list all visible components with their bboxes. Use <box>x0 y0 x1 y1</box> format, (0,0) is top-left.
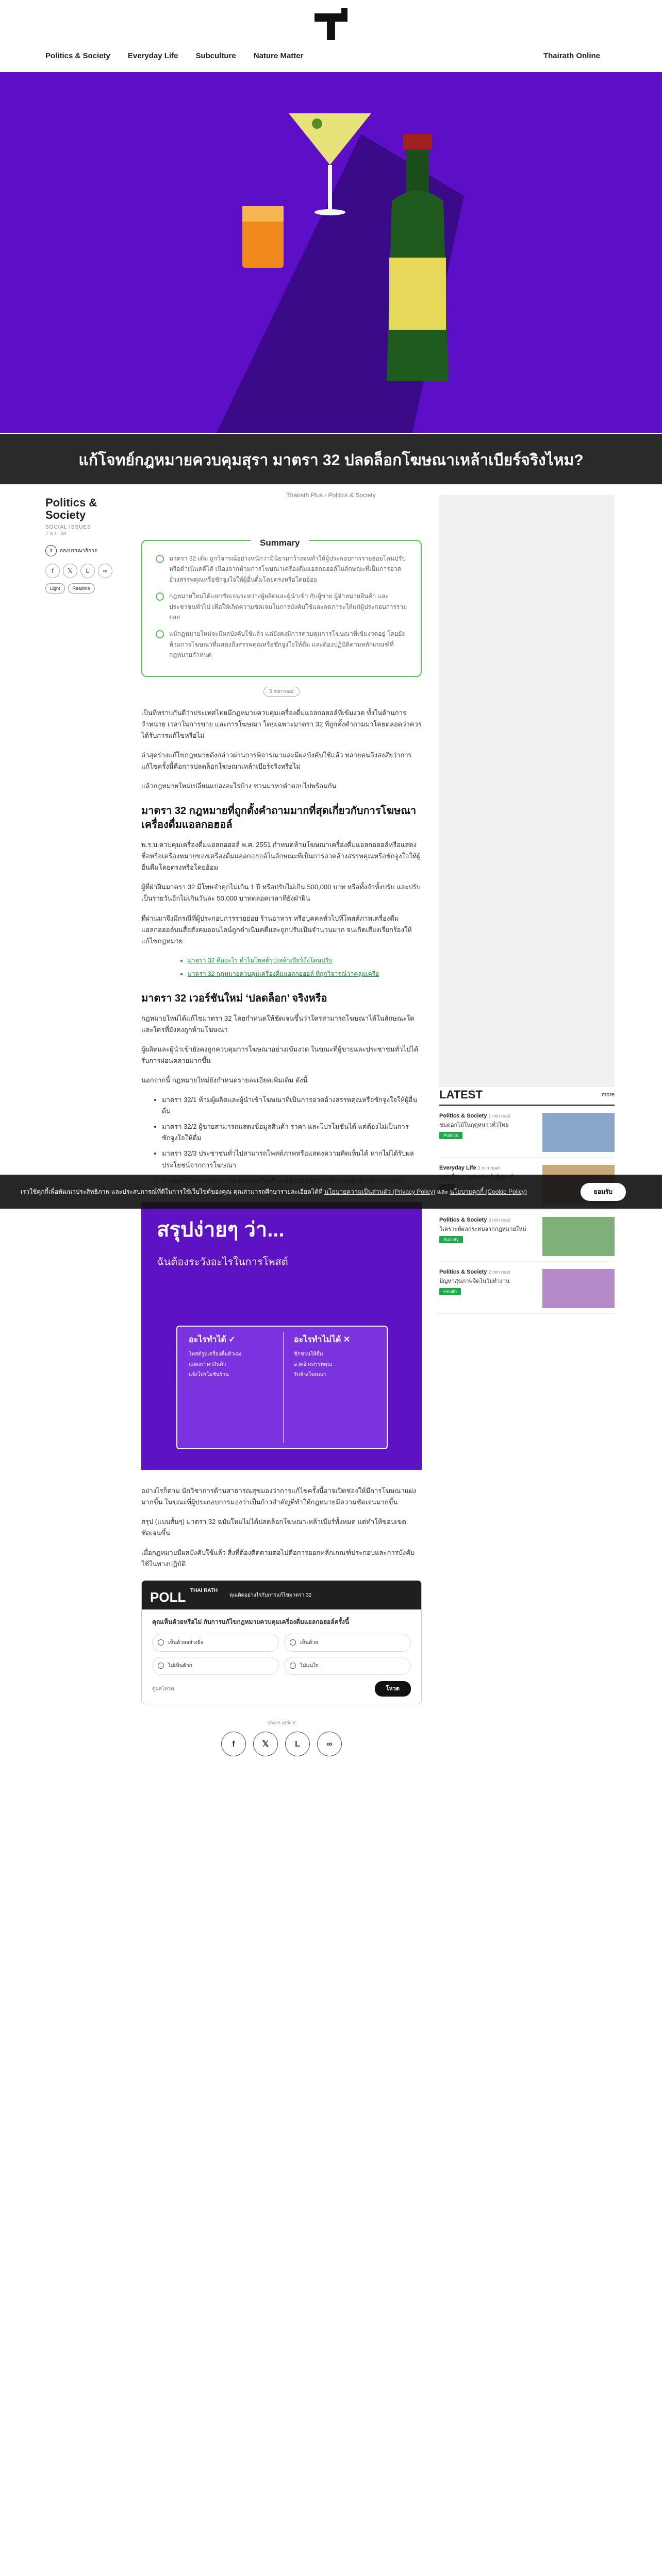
poll-question: คุณเห็นด้วยหรือไม่ กับการแก้ไขกฎหมายควบคุมเครื่องดื่มแอลกอฮอล์ครั้งนี้ <box>152 1618 350 1626</box>
summary-text: แม้กฎหมายใหม่จะมีผลบังคับใช้แล้ว แต่ยังคงมีการควบคุมการโฆษณาที่เข้มงวดอยู่ โดยยังห้ามการโฆษณาที่แสดงถึงสรรพคุณหรือชักจูงใจให้ดื่ม และต้องปฏิบัติตามหลักเกณฑ์ที่กฎหมายกำหนด <box>169 630 405 659</box>
latest-head: ปัญหาสุขภาพจิตในวัยทำงาน <box>439 1278 510 1284</box>
view-results-link[interactable]: ดูผลโหวต <box>152 1686 174 1692</box>
facebook-icon[interactable]: f <box>221 1732 246 1756</box>
latest-thumb <box>542 1113 615 1152</box>
option-label: เห็นด้วย <box>300 1639 318 1646</box>
poll-option[interactable] <box>284 1657 411 1675</box>
breadcrumb[interactable]: Thairath Plus › Politics & Society <box>286 492 376 499</box>
paragraph: ผู้ผลิตและผู้นำเข้ายังคงถูกควบคุมการโฆษณาอย่างเข้มงวด ในขณะที่ผู้ขายและประชาชนทั่วไปได้รับการผ่อนคลายมากขึ้น <box>141 1045 419 1064</box>
allowed-heading: อะไรทำได้ ✓ <box>189 1335 236 1344</box>
infographic-subtitle: ฉันต้องระวังอะไรในการโพสต์ <box>157 1256 288 1268</box>
paragraph: เป็นที่ทราบกันดีว่าประเทศไทยมีกฎหมายควบคุมเครื่องดื่มแอลกอฮอล์ที่เข้มงวด ทั้งในด้านการจำหน่าย เวลาในการขาย และการโฆษณา โดยเฉพาะมาตรา 32 ที่ถูกตั้งคำถามมาโดยตลอดว่าควรได้รับการแก้ไขหรือไม่ <box>141 708 422 739</box>
paragraph: เมื่อกฎหมายมีผลบังคับใช้แล้ว สิ่งที่ต้องติดตามต่อไปคือการออกหลักเกณฑ์ประกอบและการบังคับใช้ในทางปฏิบัติ <box>141 1549 415 1568</box>
latest-thumb <box>542 1269 615 1308</box>
summary-title: Summary <box>251 536 309 551</box>
light-mode-pill[interactable]: Light <box>45 583 65 594</box>
radio-icon[interactable] <box>290 1663 296 1669</box>
paragraph: ล่าสุดร่างแก้ไขกฎหมายดังกล่าวผ่านการพิจารณาและมีผลบังคับใช้แล้ว หลายคนจึงสงสัยว่าการแก้ไขครั้งนี้คือการปลดล็อกโฆษณาเหล้าเบียร์จริงหรือไม่ <box>141 751 412 770</box>
read-time-label: 5 min read <box>263 687 299 697</box>
bullet-icon <box>156 555 164 563</box>
forbidden-item: รับจ้างโฆษณา <box>294 1371 326 1378</box>
paragraph: ที่ผ่านมาจึงมีกรณีที่ผู้ประกอบการรายย่อย ร้านอาหาร หรือบุคคลทั่วไปที่โพสต์ภาพเครื่องดื่มแอลกอฮอล์บนสื่อสังคมออนไลน์ถูกดำเนินคดีและถูกปรับเป็นจำนวนมาก จนเกิดเสียงเรียกร้องให้แก้ไขกฎหมาย <box>141 914 412 945</box>
issue-label: SOCIAL ISSUES <box>45 524 91 531</box>
privacy-policy-link[interactable]: นโยบายความเป็นส่วนตัว (Privacy Policy) <box>324 1188 436 1195</box>
paragraph: พ.ร.บ.ควบคุมเครื่องดื่มแอลกอฮอล์ พ.ศ. 2551 กำหนดห้ามโฆษณาเครื่องดื่มแอลกอฮอล์หรือแสดงชื่อหรือเครื่องหมายของเครื่องดื่มแอลกอฮอล์ในลักษณะที่เป็นการอวดอ้างสรรพคุณหรือชักจูงใจให้ผู้อื่นดื่มโดยตรงหรือโดยอ้อม <box>141 841 421 872</box>
poll-brand-sub: THAI RATH <box>190 1588 218 1594</box>
x-icon[interactable]: 𝕏 <box>63 564 77 578</box>
latest-tag[interactable]: Politics <box>439 1132 462 1139</box>
allowed-item: แจ้งโปรโมชันร้าน <box>189 1371 229 1378</box>
paragraph: สรุป (แบบสั้นๆ) มาตรา 32 ฉบับใหม่ไม่ได้ปลดล็อกโฆษณาเหล้าเบียร์ทั้งหมด แต่ทำให้ขอบเขตชัดเจนขึ้น <box>141 1517 406 1537</box>
line-icon[interactable]: L <box>80 564 95 578</box>
cookie-banner <box>0 1175 662 1209</box>
latest-head: วิเคราะห์ผลกระทบจากกฎหมายใหม่ <box>439 1226 526 1232</box>
thairath-plus-logo[interactable] <box>309 8 353 44</box>
summary-infographic <box>141 1202 422 1470</box>
hero-bottle-glass-art <box>0 72 662 433</box>
bullet-list <box>141 1094 422 1187</box>
cookie-message: เราใช้คุกกี้เพื่อพัฒนาประสิทธิภาพ และประสบการณ์ที่ดีในการใช้เว็บไซต์ของคุณ คุณสามารถศึกษารายละเอียดได้ที่ <box>21 1188 323 1195</box>
paragraph: กฎหมายใหม่ได้แก้ไขมาตรา 32 โดยกำหนดให้ชัดเจนขึ้นว่าใครสามารถโฆษณาได้ในลักษณะใด และใครที่ยังคงถูกห้ามโฆษณา <box>141 1014 415 1033</box>
radio-icon[interactable] <box>290 1639 296 1646</box>
publish-date: 7 พ.ย. 68 <box>45 531 67 537</box>
hero-illustration <box>0 72 662 433</box>
poll-option[interactable] <box>152 1657 279 1675</box>
latest-head: ชมดอกไม้ในฤดูหนาวทั่วไทย <box>439 1122 509 1128</box>
bullet-item: • มาตรา 32/2 ผู้ขายสามารถแสดงข้อมูลสินค้า ราคา และโปรโมชันได้ แต่ต้องไม่เป็นการชักจูงใจให้ดื่ม <box>162 1121 422 1144</box>
cookie-text <box>21 1187 562 1197</box>
latest-cat: Politics & Society <box>439 1217 487 1223</box>
latest-tag[interactable]: Society <box>439 1236 463 1243</box>
section-heading: มาตรา 32 กฎหมายที่ถูกตั้งคำถามมากที่สุดเกี่ยวกับการโฆษณาเครื่องดื่มแอลกอฮอล์ <box>141 805 417 831</box>
poll-option[interactable] <box>152 1634 279 1652</box>
related-link[interactable]: • มาตรา 32 คืออะไร ทำไมโพสต์รูปเหล้าเบียร์ถึงโดนปรับ <box>188 955 422 965</box>
infographic-table <box>176 1326 388 1449</box>
paragraph: นอกจากนี้ กฎหมายใหม่ยังกำหนดรายละเอียดเพิ่มเติม ดังนี้ <box>141 1076 308 1084</box>
more-link[interactable]: more <box>601 1092 615 1098</box>
summary-item <box>156 629 407 660</box>
link-icon[interactable]: ∞ <box>317 1732 342 1756</box>
poll-options <box>152 1634 411 1675</box>
ad-placeholder <box>439 495 615 1087</box>
latest-time: 3 min read <box>488 1217 510 1223</box>
main-nav <box>45 52 303 60</box>
radio-icon[interactable] <box>158 1663 164 1669</box>
divider <box>283 1332 284 1443</box>
bullet-item: • มาตรา 32/1 ห้ามผู้ผลิตและผู้นำเข้าโฆษณาที่เป็นการอวดอ้างสรรพคุณหรือชักจูงใจให้ผู้อื่นดื่ม <box>162 1094 422 1117</box>
latest-cat: Politics & Society <box>439 1269 487 1275</box>
option-label: ไม่เห็นด้วย <box>168 1663 192 1669</box>
poll-body <box>142 1609 421 1704</box>
author[interactable] <box>45 545 123 556</box>
forbidden-item: ชักชวนให้ดื่ม <box>294 1351 323 1357</box>
latest-item[interactable] <box>439 1113 615 1158</box>
paragraph: ผู้ที่ฝ่าฝืนมาตรา 32 มีโทษจำคุกไม่เกิน 1 ปี หรือปรับไม่เกิน 500,000 บาท หรือทั้งจำทั้งปรับ และปรับเป็นรายวันอีกไม่เกินวันละ 50,000 บาทตลอดเวลาที่ยังฝ่าฝืน <box>141 883 421 903</box>
poll-footer <box>152 1681 411 1697</box>
bullet-item: • มาตรา 32/3 ประชาชนทั่วไปสามารถโพสต์ภาพหรือแสดงความคิดเห็นได้ หากไม่ได้รับผลประโยชน์จากการโฆษณา <box>162 1148 422 1171</box>
related-links <box>141 955 422 979</box>
nav-item[interactable]: Subculture <box>195 52 236 60</box>
thairath-online-link[interactable]: Thairath Online <box>543 52 600 60</box>
allowed-item: แสดงราคาสินค้า <box>189 1361 226 1367</box>
radio-icon[interactable] <box>158 1639 164 1646</box>
nav-item[interactable]: Everyday Life <box>127 52 178 60</box>
poll-brand: POLL <box>150 1589 186 1605</box>
allowed-item: โพสต์รูปเครื่องดื่มตัวเอง <box>189 1351 242 1357</box>
forbidden-heading: อะไรทำไม่ได้ ✕ <box>294 1335 351 1344</box>
author-avatar-icon: T <box>45 545 57 556</box>
latest-thumb <box>542 1217 615 1256</box>
link-icon[interactable]: ∞ <box>98 564 112 578</box>
share-label: share article <box>267 1720 296 1726</box>
paragraph: แล้วกฎหมายใหม่เปลี่ยนแปลงอะไรบ้าง ชวนมาหาคำตอบไปพร้อมกัน <box>141 782 337 790</box>
poll-option[interactable] <box>284 1634 411 1652</box>
summary-item <box>156 591 407 622</box>
poll-header-question: คุณคิดอย่างไรกับการแก้ไขมาตรา 32 <box>229 1592 312 1599</box>
forbidden-item: อวดอ้างสรรพคุณ <box>294 1361 333 1367</box>
infographic-title: สรุปง่ายๆ ว่า... <box>157 1218 285 1241</box>
article-title: แก้โจทย์กฎหมายควบคุมสุรา มาตรา 32 ปลดล็อกโฆษณาเหล้าเบียร์จริงไหม? <box>0 434 662 484</box>
cookie-and: และ <box>437 1188 449 1195</box>
related-link[interactable]: • มาตรา 32 กฎหมายควบคุมเครื่องดื่มแอลกอฮอล์ ที่ถูกวิจารณ์ว่าคลุมเครือ <box>188 969 422 979</box>
latest-header <box>439 1088 615 1106</box>
option-label: เห็นด้วยอย่างยิ่ง <box>168 1639 203 1646</box>
latest-item[interactable] <box>439 1217 615 1262</box>
bullet-icon <box>156 592 164 601</box>
x-icon[interactable]: 𝕏 <box>253 1732 278 1756</box>
latest-title: LATEST <box>439 1088 483 1101</box>
summary-text: มาตรา 32 เดิม ถูกวิจารณ์อย่างหนักว่ามีนิยามกว้างจนทำให้ผู้ประกอบการรายย่อยโดนปรับหรือดำเนินคดีได้ เนื่องจากห้ามการโฆษณาเครื่องดื่มแอลกอฮอล์ในลักษณะที่เป็นการอวดอ้างสรรพคุณหรือชักจูงใจให้ผู้อื่นดื่มโดยตรงหรือโดยอ้อม <box>169 555 406 583</box>
vote-button[interactable]: โหวต <box>375 1681 411 1697</box>
category-label[interactable]: Politics & Society <box>45 496 97 522</box>
latest-item[interactable] <box>439 1269 615 1314</box>
nav-item[interactable]: Politics & Society <box>45 52 110 60</box>
cookie-policy-link[interactable]: นโยบายคุกกี้ (Cookie Policy) <box>450 1188 527 1195</box>
latest-tag[interactable]: Health <box>439 1288 461 1295</box>
latest-time: 2 min read <box>488 1269 510 1275</box>
article-meta <box>45 488 123 594</box>
facebook-icon[interactable]: f <box>45 564 60 578</box>
read-time <box>141 687 422 696</box>
line-icon[interactable]: L <box>285 1732 310 1756</box>
option-label: ไม่แน่ใจ <box>300 1663 319 1669</box>
share-icons-left <box>45 564 123 578</box>
author-name: กองบรรณาธิการ <box>60 548 97 554</box>
nav-item[interactable]: Nature Matter <box>253 52 304 60</box>
summary-item <box>156 553 407 585</box>
article-body <box>141 540 422 1756</box>
summary-text: กฎหมายใหม่ได้แยกชัดเจนระหว่างผู้ผลิตและผู้นำเข้า กับผู้ขาย ผู้จำหน่ายสินค้า และประชาชนทั่วไป เพื่อให้เกิดความชัดเจนในการบังคับใช้และลดภาระให้แก่ผู้ประกอบการรายย่อย <box>169 592 407 621</box>
latest-cat: Politics & Society <box>439 1113 487 1119</box>
bullet-icon <box>156 630 164 638</box>
poll-widget <box>141 1580 422 1704</box>
latest-time: 1 min read <box>488 1113 510 1118</box>
paragraph: อย่างไรก็ตาม นักวิชาการด้านสาธารณสุขมองว่าการแก้ไขครั้งนี้อาจเปิดช่องให้มีการโฆษณาแฝงมากขึ้น ในขณะที่ผู้ประกอบการมองว่าเป็นก้าวสำคัญที่ทำให้กฎหมายมีความชัดเจนมากขึ้น <box>141 1486 417 1506</box>
accept-cookie-button[interactable]: ยอมรับ <box>581 1183 626 1201</box>
latest-cat: Everyday Life <box>439 1165 476 1171</box>
summary-box <box>141 540 422 677</box>
forbidden-list <box>294 1350 332 1381</box>
share-icons-bottom <box>141 1732 422 1756</box>
allowed-list <box>189 1350 241 1381</box>
poll-header <box>142 1581 421 1609</box>
display-pills <box>45 583 123 594</box>
latest-time: 2 min read <box>477 1165 500 1171</box>
readme-pill[interactable]: Readme <box>68 583 95 594</box>
section-heading: มาตรา 32 เวอร์ชันใหม่ ‘ปลดล็อก’ จริงหรือ <box>141 992 327 1004</box>
